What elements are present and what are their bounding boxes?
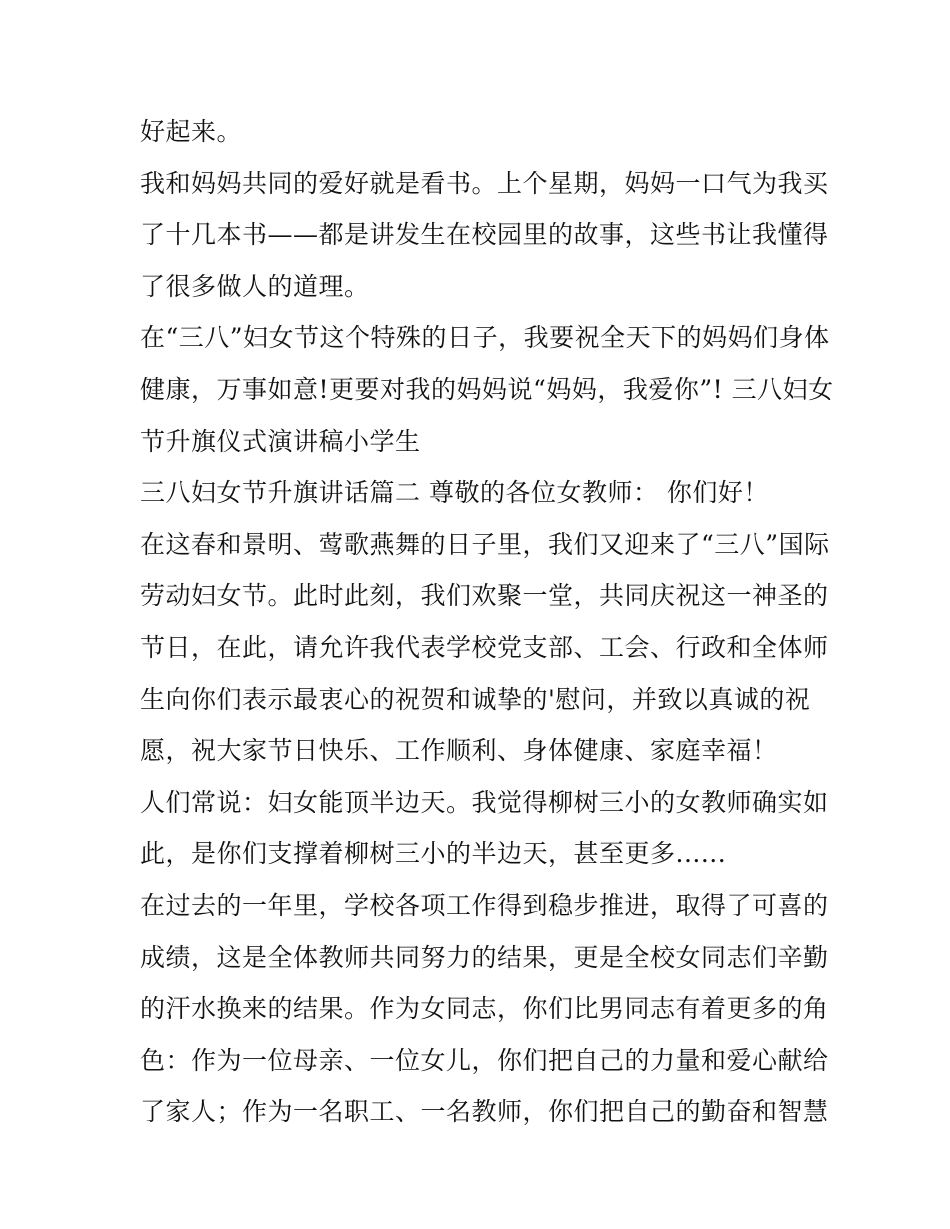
text-line: 的汗水换来的结果。作为女同志，你们比男同志有着更多的角 [140,994,829,1024]
body-text [140,106,834,1138]
text-line: 生向你们表示最衷心的祝贺和诚挚的'慰问，并致以真诚的祝 [140,684,811,714]
text-line: 节日，在此，请允许我代表学校党支部、工会、行政和全体师 [140,632,829,662]
text-line: 愿，祝大家节日快乐、工作顺利、身体健康、家庭幸福！ [140,736,778,766]
text-line: 在“三八”妇女节这个特殊的日子，我要祝全天下的妈妈们身体 [140,323,830,353]
text-line: 成绩，这是全体教师共同努力的结果，更是全校女同志们辛勤 [140,942,829,972]
section-heading-line: 三八妇女节升旗讲话篇二 尊敬的各位女教师： 你们好！ [140,478,769,508]
text-line: 健康，万事如意!更要对我的妈妈说“妈妈，我爱你”! 三八妇女 [140,374,834,404]
text-line: 在这春和景明、莺歌燕舞的日子里，我们又迎来了“三八”国际 [140,529,830,559]
text-line: 劳动妇女节。此时此刻，我们欢聚一堂，共同庆祝这一神圣的 [140,581,829,611]
text-line: 好起来。 [140,117,243,146]
text-line: 了很多做人的道理。 [140,271,370,301]
text-line: 在过去的一年里，学校各项工作得到稳步推进，取得了可喜的 [140,890,829,920]
text-line: 色：作为一位母亲、一位女儿，你们把自己的力量和爱心献给 [140,1045,829,1075]
text-line: 了家人；作为一名职工、一名教师，你们把自己的勤奋和智慧 [140,1097,829,1127]
text-line: 此，是你们支撑着柳树三小的半边天，甚至更多...... [140,839,727,869]
text-line: 节升旗仪式演讲稿小学生 [140,426,421,456]
text-line: 了十几本书——都是讲发生在校园里的故事，这些书让我懂得 [140,220,829,250]
text-line: 人们常说：妇女能顶半边天。我觉得柳树三小的女教师确实如 [140,787,829,817]
text-line: 我和妈妈共同的爱好就是看书。上个星期，妈妈一口气为我买 [140,168,829,198]
